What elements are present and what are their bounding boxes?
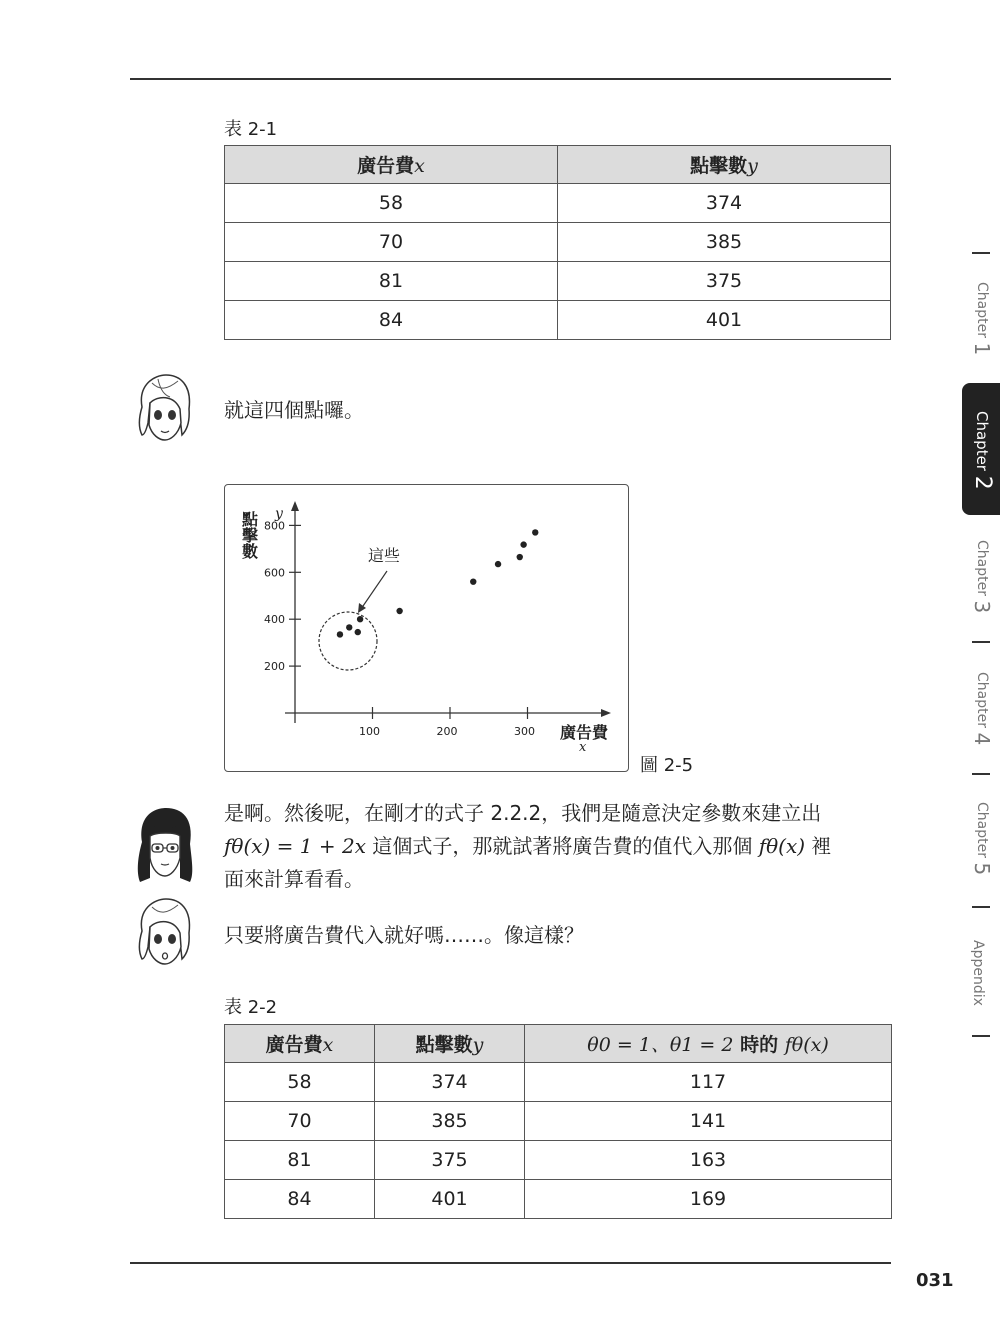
table-cell: 374 xyxy=(375,1063,525,1102)
annotation-arrow xyxy=(361,571,387,609)
table-row xyxy=(225,1102,892,1141)
figure-caption: 圖 2-5 xyxy=(640,755,694,776)
data-point-2 xyxy=(355,629,361,635)
table-row xyxy=(225,1063,892,1102)
annotation-label: 這些 xyxy=(368,546,401,565)
table1-caption: 表 2-1 xyxy=(224,119,278,140)
character-b-avatar xyxy=(132,806,198,886)
data-point-7 xyxy=(517,554,523,560)
x-tick-label: 100 xyxy=(359,725,380,738)
formula-f-theta: fθ(x) = 1 + 2x xyxy=(224,834,367,858)
table-cell: 401 xyxy=(375,1180,525,1219)
table-cell: 163 xyxy=(525,1141,892,1180)
side-tab-chapter-2-active[interactable]: Chapter 2 xyxy=(962,383,1000,515)
table-cell: 84 xyxy=(225,301,558,340)
side-divider xyxy=(972,906,990,908)
dialog-line-2a: 是啊。然後呢，在剛才的式子 2.2.2，我們是隨意決定參數來建立出 xyxy=(224,801,822,825)
data-point-0 xyxy=(337,631,343,637)
data-point-8 xyxy=(520,541,526,547)
character-a-avatar xyxy=(134,373,196,443)
side-divider xyxy=(972,1035,990,1037)
dialog-line-1: 就這四個點囉。 xyxy=(224,398,364,422)
table1-header-clicks: 點擊數y xyxy=(558,146,891,184)
x-axis-label: 廣告費 xyxy=(560,723,609,742)
table-cell: 81 xyxy=(225,1141,375,1180)
data-point-9 xyxy=(532,529,538,535)
dialog-line-2b: fθ(x) = 1 + 2x 這個式子，那就試著將廣告費的值代入那個 fθ(x) 裡 xyxy=(224,834,832,858)
table-cell: 141 xyxy=(525,1102,892,1141)
x-axis-var: x xyxy=(579,740,587,755)
y-tick-label: 600 xyxy=(264,566,285,580)
table-row xyxy=(225,262,891,301)
side-tab-chapter-5[interactable]: Chapter 5 xyxy=(970,802,994,876)
data-point-3 xyxy=(357,616,363,622)
y-axis-label: 點擊數 xyxy=(239,511,259,559)
dialog-line-3: 只要將廣告費代入就好嗎……。像這樣？ xyxy=(224,923,584,947)
table-cell: 401 xyxy=(558,301,891,340)
table-cell: 385 xyxy=(558,223,891,262)
table-cell: 81 xyxy=(225,262,558,301)
y-tick-label: 200 xyxy=(264,660,285,674)
table-cell: 70 xyxy=(225,1102,375,1141)
y-tick-label: 400 xyxy=(264,613,285,627)
y-axis-var: y xyxy=(275,506,283,522)
table2-caption: 表 2-2 xyxy=(224,997,278,1018)
table-cell: 84 xyxy=(225,1180,375,1219)
page-number: 031 xyxy=(916,1270,954,1291)
table1 xyxy=(224,145,891,340)
dialog-line-2 xyxy=(224,797,892,896)
data-point-4 xyxy=(396,608,402,614)
top-rule xyxy=(130,78,891,80)
side-tab-chapter-1[interactable]: Chapter 1 xyxy=(970,282,994,356)
y-axis-arrow xyxy=(291,501,299,511)
table1-header-ad-cost: 廣告費x xyxy=(225,146,558,184)
table2-header-clicks: 點擊數y xyxy=(375,1025,525,1063)
side-divider xyxy=(972,641,990,643)
table-cell: 58 xyxy=(225,1063,375,1102)
highlight-circle xyxy=(319,612,377,670)
formula-f-theta-inline: fθ(x) xyxy=(758,834,806,858)
table-cell: 374 xyxy=(558,184,891,223)
table2-header-prediction: θ0 = 1、θ1 = 2 時的 fθ(x) xyxy=(525,1025,892,1063)
figure-2-5 xyxy=(224,484,629,772)
x-axis-arrow xyxy=(601,709,611,717)
x-tick-label: 200 xyxy=(436,725,458,738)
y-tick-label: 800 xyxy=(264,519,285,533)
side-tab-appendix[interactable]: Appendix xyxy=(970,940,986,1006)
side-tab-chapter-3[interactable]: Chapter 3 xyxy=(970,540,994,614)
table-cell: 385 xyxy=(375,1102,525,1141)
data-point-1 xyxy=(346,624,352,630)
table-row xyxy=(225,223,891,262)
table-row xyxy=(225,301,891,340)
table-cell: 70 xyxy=(225,223,558,262)
table-row xyxy=(225,1180,892,1219)
dialog-line-2c: 面來計算看看。 xyxy=(224,867,364,891)
x-tick-label: 300 xyxy=(514,725,535,738)
bottom-rule xyxy=(130,1262,891,1264)
side-divider xyxy=(972,252,990,254)
side-tab-chapter-4[interactable]: Chapter 4 xyxy=(970,672,994,746)
scatter-chart xyxy=(225,485,628,771)
table-cell: 375 xyxy=(375,1141,525,1180)
character-a-surprised-avatar xyxy=(134,897,196,967)
data-point-5 xyxy=(470,578,476,584)
side-divider xyxy=(972,773,990,775)
table-row xyxy=(225,184,891,223)
table2-header-ad-cost: 廣告費x xyxy=(225,1025,375,1063)
table-row xyxy=(225,1141,892,1180)
table-cell: 58 xyxy=(225,184,558,223)
table-cell: 169 xyxy=(525,1180,892,1219)
table-cell: 375 xyxy=(558,262,891,301)
data-point-6 xyxy=(495,561,501,567)
table2 xyxy=(224,1024,892,1219)
table-cell: 117 xyxy=(525,1063,892,1102)
